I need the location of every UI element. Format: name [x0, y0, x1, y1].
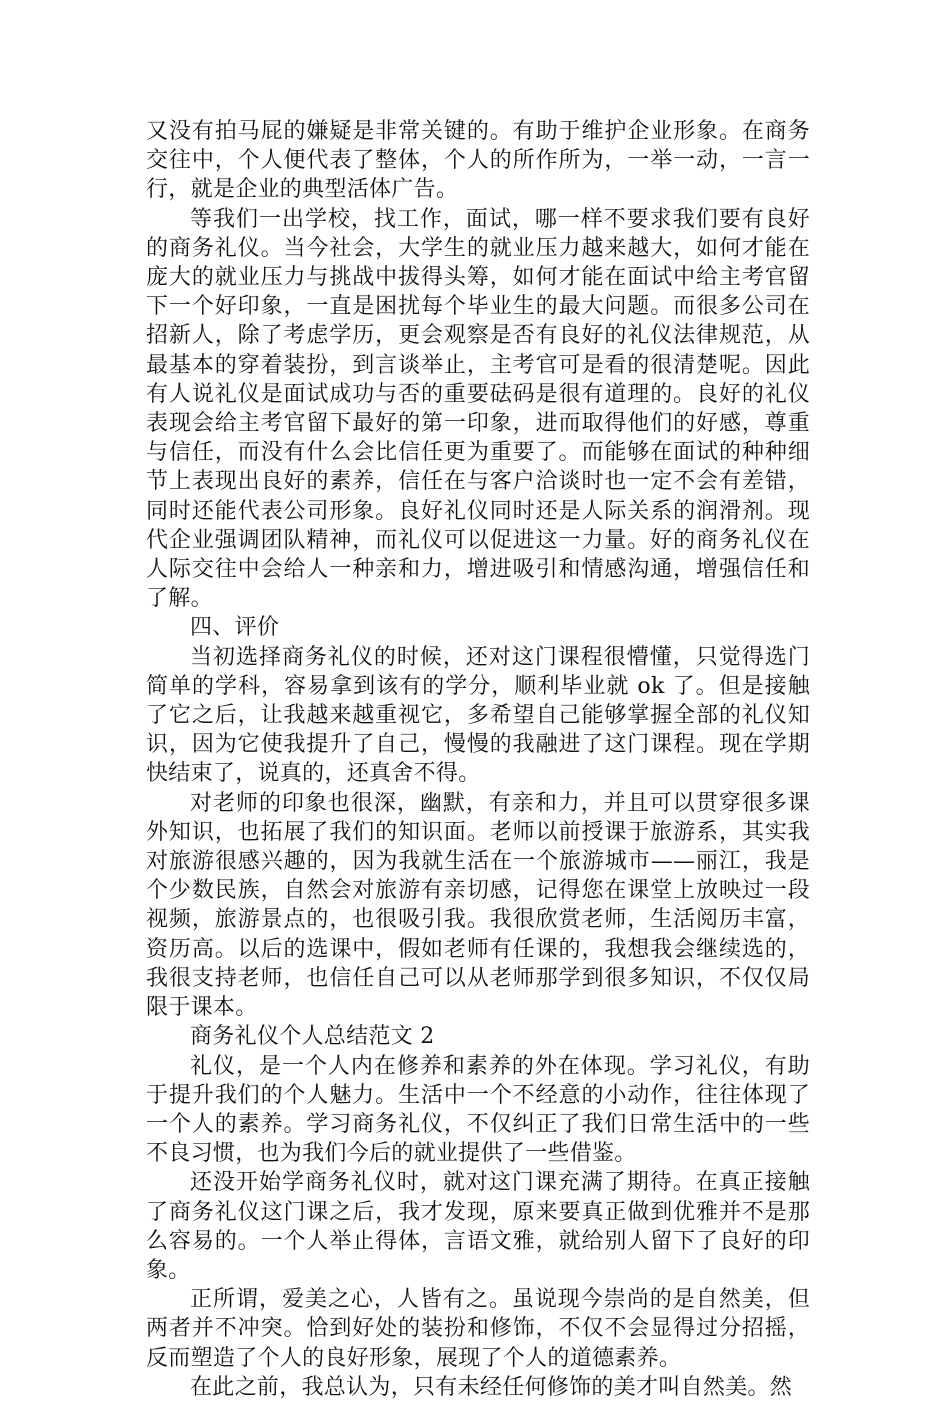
paragraph-beauty: 正所谓，爱美之心，人皆有之。虽说现今崇尚的是自然美，但两者并不冲突。恰到好处的装扮和修饰，不仅不会显得过分招摇，反而塑造了个人的良好形象，展现了个人的道德素养。 [146, 1287, 810, 1371]
paragraph-natural-beauty: 在此之前，我总认为，只有未经任何修饰的美才叫自然美。然 [190, 1374, 793, 1400]
paragraph-teacher-impression: 对老师的印象也很深，幽默，有亲和力，并且可以贯穿很多课外知识，也拓展了我们的知识面。老师以前授课于旅游系，其实我对旅游很感兴趣的，因为我就生活在一个旅游城市——丽江，我是个少数民族，自然会对旅游有亲切感，记得您在课堂上放映过一段视频，旅游景点的，也很吸引我。我很欣赏老师，生活阅历丰富，资历高。以后的选课中，假如老师有任课的，我想我会继续选的，我很支持老师，也信任自己可以从老师那学到很多知识，不仅仅局限于课本。 [146, 790, 810, 1021]
paragraph-continuation: 又没有拍马屁的嫌疑是非常关键的。有助于维护企业形象。在商务交往中，个人便代表了整体，个人的所作所为，一举一动，一言一行，就是企业的典型活体广告。 [146, 119, 810, 203]
paragraph-expectation: 还没开始学商务礼仪时，就对这门课充满了期待。在真正接触了商务礼仪这门课之后，我才发现，原来要真正做到优雅并不是那么容易的。一个人举止得体，言语文雅，就给别人留下了良好的印象。 [146, 1170, 810, 1283]
document-body [146, 117, 810, 1402]
section-heading-evaluation: 四、评价 [190, 615, 280, 641]
paragraph-etiquette-definition: 礼仪，是一个人内在修养和素养的外在体现。学习礼仪，有助于提升我们的个人魅力。生活中一个不经意的小动作，往往体现了一个人的素养。学习商务礼仪，不仅纠正了我们日常生活中的一些不良习惯，也为我们今后的就业提供了一些借鉴。 [146, 1053, 810, 1167]
paragraph-course-choice: 当初选择商务礼仪的时候，还对这门课程很懵懂，只觉得选门简单的学科，容易拿到该有的学分，顺利毕业就 ok 了。但是接触了它之后，让我越来越重视它，多希望自己能够掌握全部的礼仪知识，因为它使我提升了自己，慢慢的我融进了这门课程。现在学期快结束了，说真的，还真舍不得。 [146, 644, 810, 787]
paragraph-interview-etiquette: 等我们一出学校，找工作，面试，哪一样不要求我们要有良好的商务礼仪。当今社会，大学生的就业压力越来越大，如何才能在庞大的就业压力与挑战中拔得头筹，如何才能在面试中给主考官留下一个好印象，一直是困扰每个毕业生的最大问题。而很多公司在招新人，除了考虑学历，更会观察是否有良好的礼仪法律规范，从最基本的穿着装扮，到言谈举止，主考官可是看的很清楚呢。因此有人说礼仪是面试成功与否的重要砝码是很有道理的。良好的礼仪表现会给主考官留下最好的第一印象，进而取得他们的好感，尊重与信任，而没有什么会比信任更为重要了。而能够在面试的种种细节上表现出良好的素养，信任在与客户洽谈时也一定不会有差错，同时还能代表公司形象。良好礼仪同时还是人际关系的润滑剂。现代企业强调团队精神，而礼仪可以促进这一力量。好的商务礼仪在人际交往中会给人一种亲和力，增进吸引和情感沟通，增强信任和了解。 [146, 206, 810, 612]
section-heading-sample-2: 商务礼仪个人总结范文 2 [190, 1024, 435, 1050]
